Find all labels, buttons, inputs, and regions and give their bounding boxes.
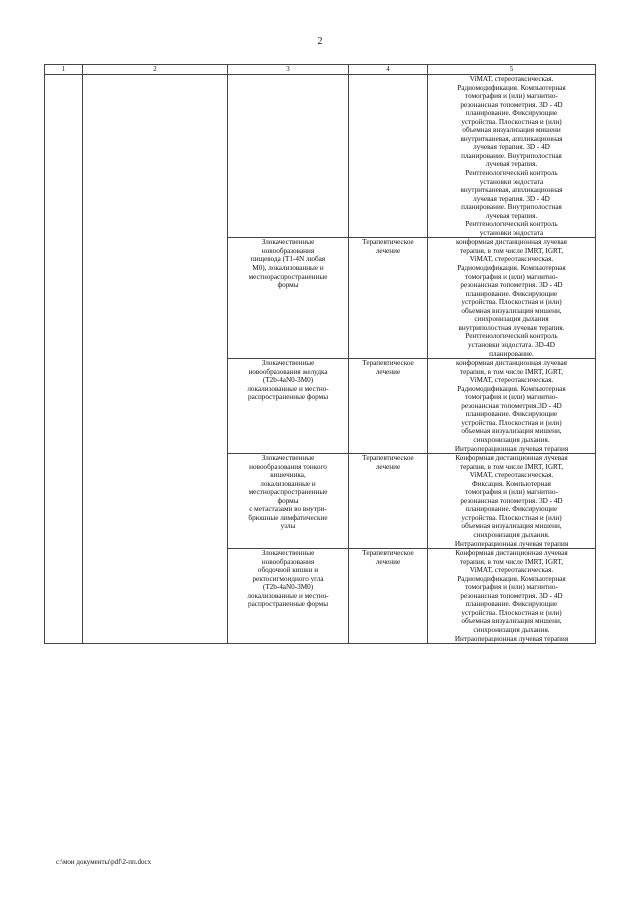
column-header-4: 4 bbox=[349, 65, 428, 75]
cell-col2-empty bbox=[83, 75, 228, 644]
cell-treatment-type: Терапевтическое лечение bbox=[349, 359, 428, 454]
cell-method-continued: ViMAT, стереотаксическая. Радиомодификация. Компьютерная томография и (или) магнитно- резонансная топометрия. 3D - 4D планирование. Фиксирующие устройства. Плоскостная и (или) объемная визуализация мишени внутритканевая, аппликационная лучевая терапия. 3D - 4D планирование. Внутриполостная лучевая терапия. Рентгенологический контроль установки эндостата внутритканевая, аппликационная лучевая терапия. 3D - 4D планирование. Внутриполостная лучевая терапия. Рентгенологический контроль установки эндостата bbox=[428, 75, 596, 238]
cell-diagnosis: Злокачественные новообразования тонкого кишечника, локализованные и местнораспространенные формы с метастазами во внутри- брюшные лимфатические узлы bbox=[228, 454, 349, 549]
cell-method: Конформная дистанционная лучевая терапия, в том числе IMRT, IGRT, ViMAT, стереотаксическая. Фиксация. Компьютерная томография и (или) магнитно- резонансная топометрия. 3D - 4D планирование. Фиксирующие устройства. Плоскостная и (или) объемная визуализация мишени, синхронизация дыхания. Интраоперационная лучевая терапия bbox=[428, 454, 596, 549]
cell-treatment-type: Терапевтическое лечение bbox=[349, 238, 428, 359]
cell-diagnosis: Злокачественные новообразования ободочной кишки и ректосигмоидного угла (T2b-4aN0-3M0) локализованные и местно- распространенные формы bbox=[228, 549, 349, 644]
cell-method: Конформная дистанционная лучевая терапия, в том числе IMRT, IGRT, ViMAT, стереотаксическая. Радиомодификация. Компьютерная томография и (или) магнитно- резонансная топометрия. 3D - 4D планирование. Фиксирующие устройства. Плоскостная и (или) объемная визуализация мишени, синхронизация дыхания. Интраоперационная лучевая терапия bbox=[428, 549, 596, 644]
cell-method: конформная дистанционная лучевая терапия, в том числе IMRT, IGRT, ViMAT, стереотаксическая. Радиомодификация. Компьютерная томография и (или) магнитно- резонансная топометрия.3D - 4D планирование. Фиксирующие устройства. Плоскостная и (или) объемная визуализация мишени, синхронизация дыхания. Интраоперационная лучевая терапия bbox=[428, 359, 596, 454]
cell-col3-empty bbox=[228, 75, 349, 238]
footer-file-path: c:\мои документы\pdf\2-пп.docx bbox=[56, 858, 152, 866]
column-header-1: 1 bbox=[45, 65, 83, 75]
column-header-2: 2 bbox=[83, 65, 228, 75]
column-header-3: 3 bbox=[228, 65, 349, 75]
column-header-5: 5 bbox=[428, 65, 596, 75]
cell-col1-empty bbox=[45, 75, 83, 644]
table-header-row bbox=[45, 65, 596, 75]
cell-diagnosis: Злокачественные новообразования желудка (T2b-4aN0-3M0) локализованные и местно- распространенные формы bbox=[228, 359, 349, 454]
cell-treatment-type: Терапевтическое лечение bbox=[349, 549, 428, 644]
treatment-table bbox=[44, 64, 596, 644]
cell-col4-empty bbox=[349, 75, 428, 238]
page-number: 2 bbox=[317, 36, 323, 47]
cell-treatment-type: Терапевтическое лечение bbox=[349, 454, 428, 549]
cell-method: конформная дистанционная лучевая терапия, в том числе IMRT, IGRT, ViMAT, стереотаксическая. Радиомодификация. Компьютерная томография и (или) магнитно- резонансная топометрия. 3D - 4D планирование. Фиксирующие устройства. Плоскостная и (или) объемная визуализация мишени, синхронизация дыхания внутриполостная лучевая терапия. Рентгенологический контроль установки эндостата. 3D-4D планирование. bbox=[428, 238, 596, 359]
table-row bbox=[45, 75, 596, 238]
cell-diagnosis: Злокачественные новообразования пищевода (Т1-4N любая M0), локализованные и местнораспространенные формы bbox=[228, 238, 349, 359]
